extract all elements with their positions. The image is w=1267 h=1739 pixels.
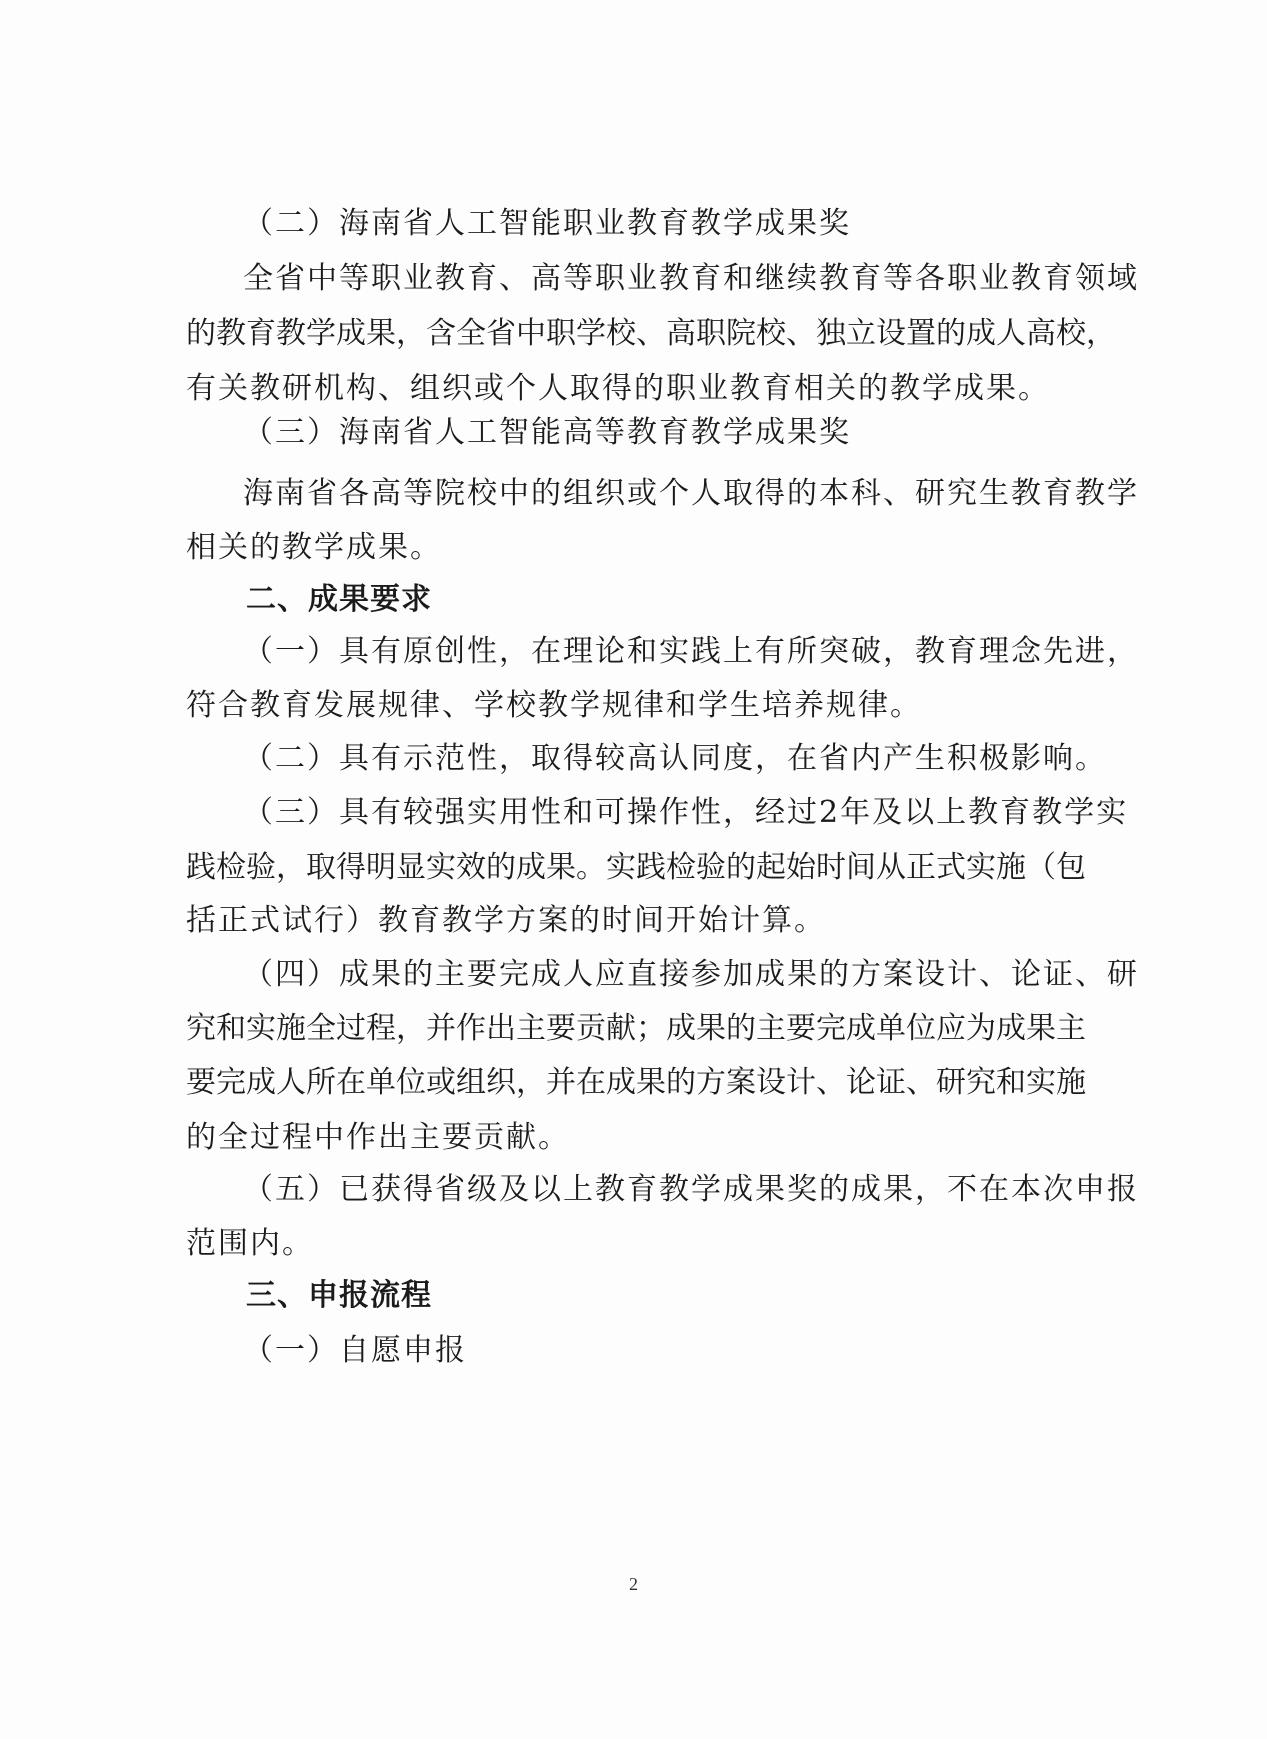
paragraph-line: 要完成人所在单位或组织，并在成果的方案设计、论证、研究和实施 <box>186 1065 1086 1100</box>
paragraph-line: 的全过程中作出主要贡献。 <box>186 1120 570 1155</box>
subsection-heading-higher-education: （三）海南省人工智能高等教育教学成果奖 <box>243 415 851 450</box>
page-number: 2 <box>629 1574 638 1594</box>
subsection-heading-voluntary: （一）自愿申报 <box>243 1333 467 1368</box>
section-heading-procedure: 三、申报流程 <box>246 1278 432 1313</box>
paragraph-line: 符合教育发展规律、学校教学规律和学生培养规律。 <box>186 688 922 723</box>
paragraph-line: 有关教研机构、组织或个人取得的职业教育相关的教学成果。 <box>186 371 1050 406</box>
paragraph-line: （三）具有较强实用性和可操作性，经过2年及以上教育教学实 <box>243 795 1129 830</box>
paragraph-line: （二）具有示范性，取得较高认同度，在省内产生积极影响。 <box>243 741 1107 776</box>
subsection-heading-vocational: （二）海南省人工智能职业教育教学成果奖 <box>243 206 851 241</box>
paragraph-line: （五）已获得省级及以上教育教学成果奖的成果，不在本次申报 <box>243 1172 1139 1207</box>
paragraph-line: 全省中等职业教育、高等职业教育和继续教育等各职业教育领域 <box>243 261 1139 296</box>
section-heading-requirements: 二、成果要求 <box>246 582 432 617</box>
paragraph-line: 括正式试行）教育教学方案的时间开始计算。 <box>186 903 826 938</box>
paragraph-line: （四）成果的主要完成人应直接参加成果的方案设计、论证、研 <box>243 957 1139 992</box>
paragraph-line: 践检验，取得明显实效的成果。实践检验的起始时间从正式实施（包 <box>186 850 1086 885</box>
paragraph-line: 的教育教学成果，含全省中职学校、高职院校、独立设置的成人高校， <box>186 316 1116 351</box>
paragraph-line: 相关的教学成果。 <box>186 530 442 565</box>
paragraph-line: 究和实施全过程，并作出主要贡献；成果的主要完成单位应为成果主 <box>186 1011 1086 1046</box>
paragraph-line: 范围内。 <box>186 1226 314 1261</box>
paragraph-line: 海南省各高等院校中的组织或个人取得的本科、研究生教育教学 <box>243 476 1139 511</box>
paragraph-line: （一）具有原创性，在理论和实践上有所突破，教育理念先进， <box>243 634 1139 669</box>
